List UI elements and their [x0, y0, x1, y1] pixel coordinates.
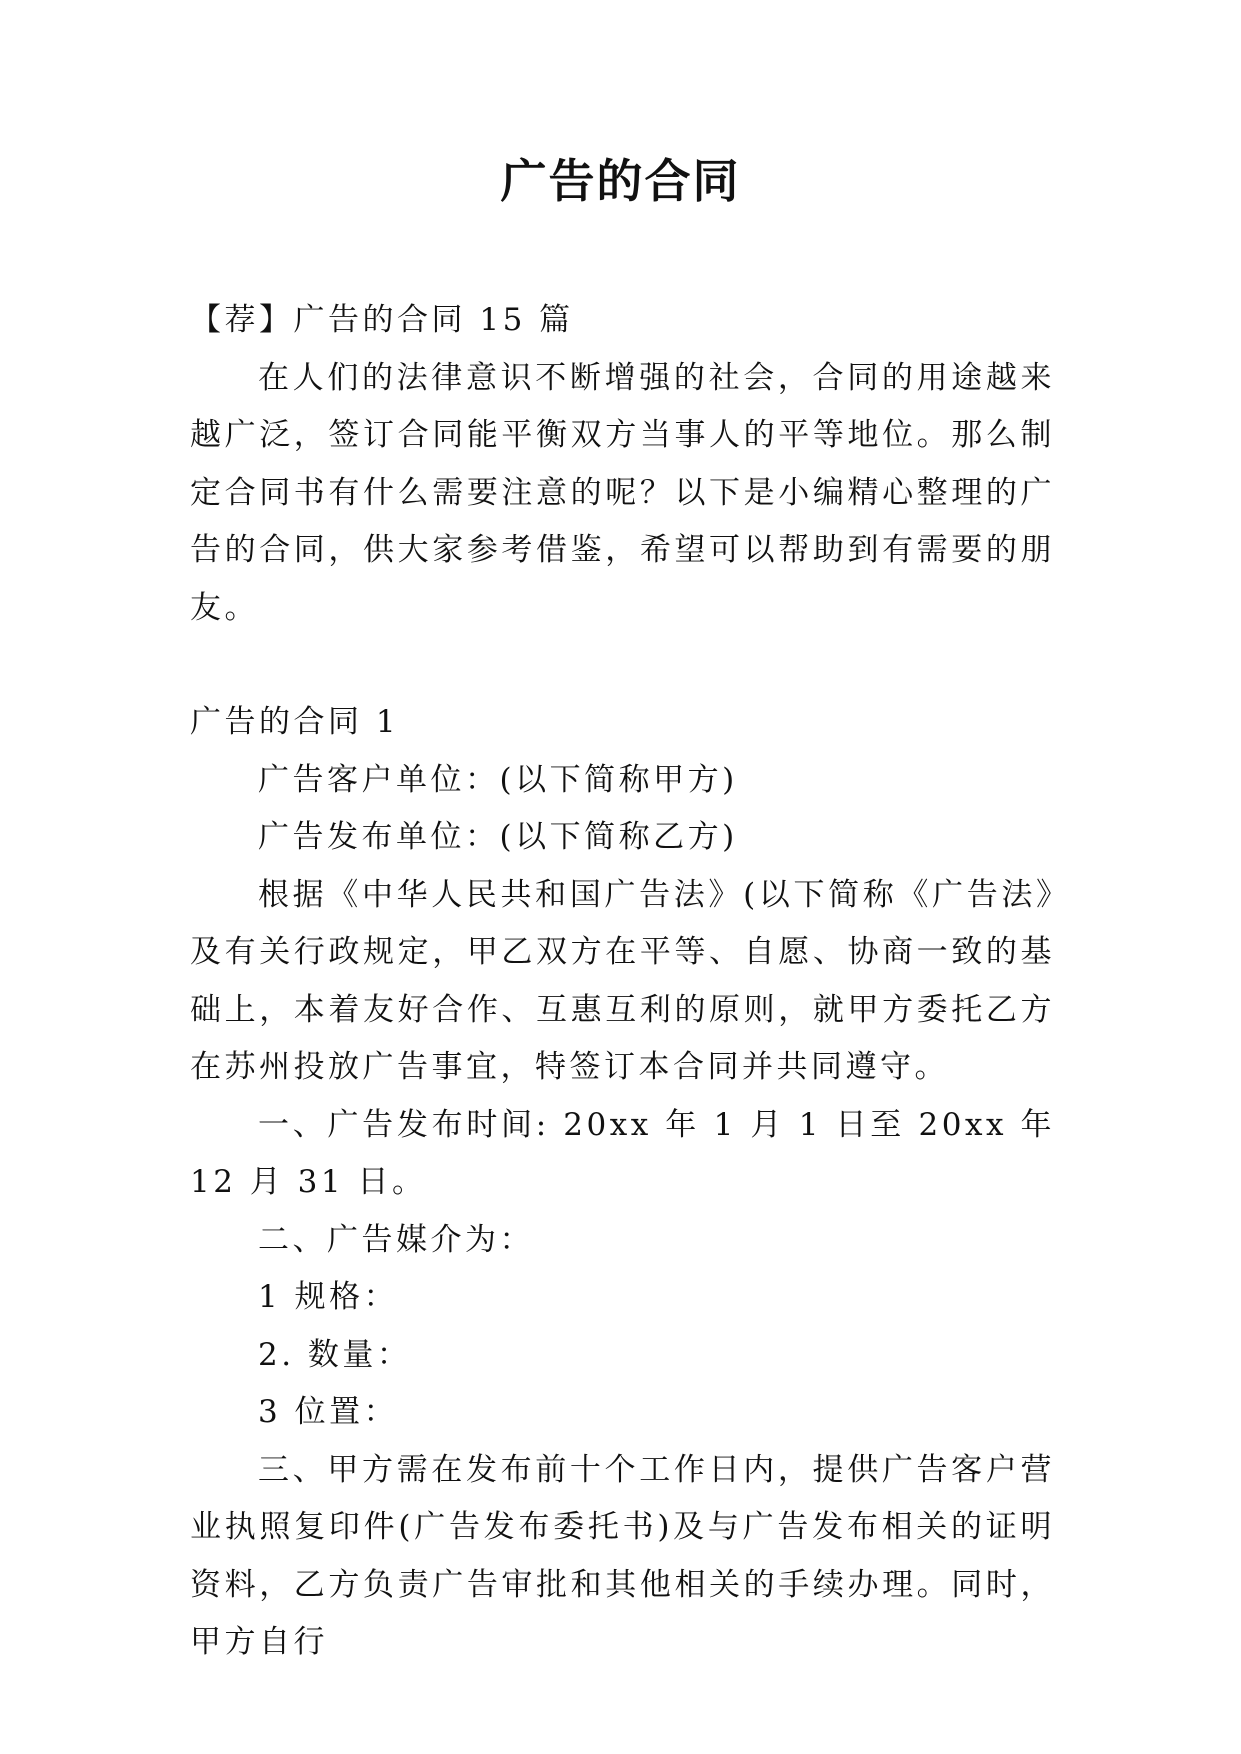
party-a-line: 广告客户单位：(以下简称甲方)	[258, 761, 738, 798]
document-body	[190, 292, 1055, 1672]
clause-2: 二、广告媒介为：	[258, 1221, 534, 1258]
clause-2-item-2: 2. 数量：	[258, 1336, 412, 1373]
clause-3: 三、甲方需在发布前十个工作日内，提供广告客户营业执照复印件(广告发布委托书)及与广告发布相关的证明资料，乙方负责广告审批和其他相关的手续办理。同时，甲方自行	[190, 1451, 1055, 1660]
contract-basis-paragraph: 根据《中华人民共和国广告法》(以下简称《广告法》及有关行政规定，甲乙双方在平等、自愿、协商一致的基础上，本着友好合作、互惠互利的原则，就甲方委托乙方在苏州投放广告事宜，特签订本合同并共同遵守。	[190, 876, 1055, 1085]
document-title: 广告的合同	[500, 154, 741, 208]
clause-2-item-1: 1 规格：	[258, 1279, 399, 1315]
intro-heading: 【荐】广告的合同 15 篇	[190, 302, 574, 338]
paragraph-gap	[190, 637, 1055, 694]
clause-1: 一、广告发布时间: 20xx 年 1 月 1 日至 20xx 年 12 月 31 日。	[190, 1106, 1055, 1200]
section-heading: 广告的合同 1	[190, 704, 400, 740]
party-b-line: 广告发布单位：(以下简称乙方)	[258, 819, 738, 855]
intro-paragraph: 在人们的法律意识不断增强的社会，合同的用途越来越广泛，签订合同能平衡双方当事人的平等地位。那么制定合同书有什么需要注意的呢？以下是小编精心整理的广告的合同，供大家参考借鉴，希望可以帮助到有需要的朋友。	[190, 359, 1055, 626]
clause-2-item-3: 3 位置：	[258, 1394, 399, 1430]
